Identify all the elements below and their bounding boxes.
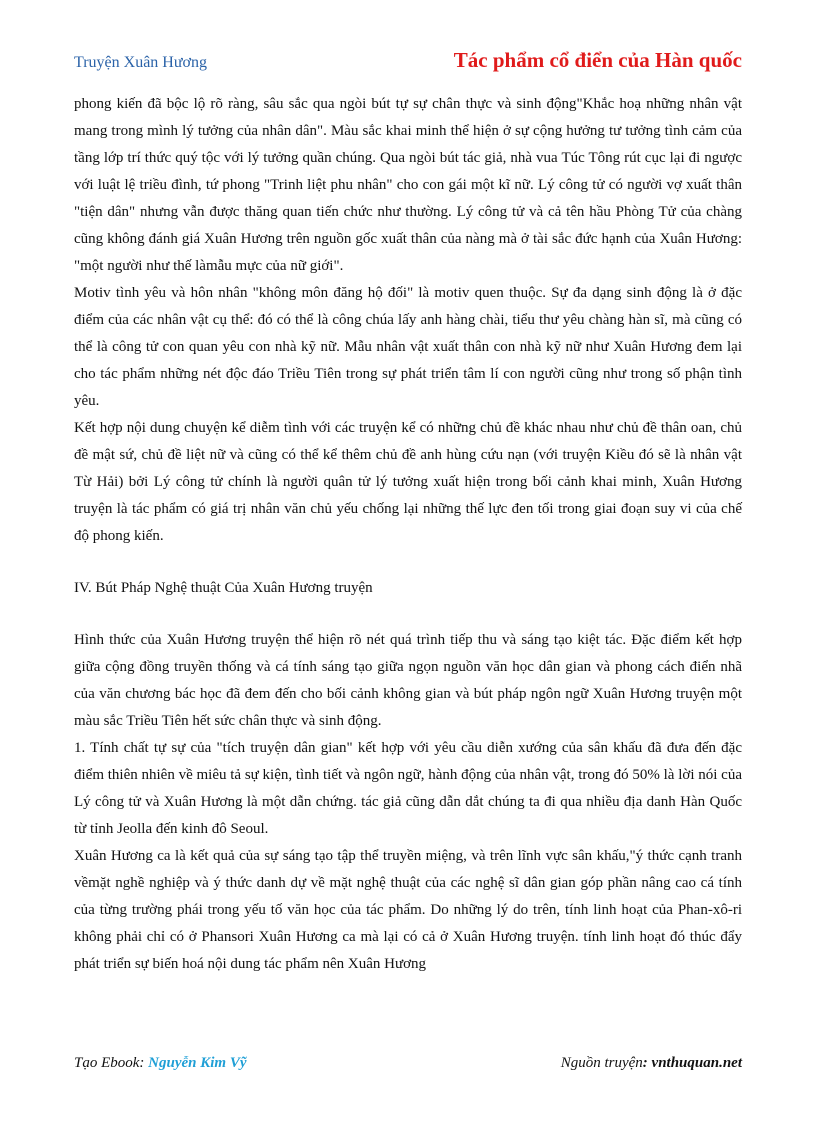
ebook-credit <box>74 1055 247 1072</box>
paragraph: Kết hợp nội dung chuyện kể diễm tình với các truyện kể có những chủ đề khác nhau như chủ đề thân oan, chủ đề mật sứ, chủ đề liệt nữ và cũng có thể kể thêm chủ đề anh hùng cứu nạn (với truyện Kiều đó sẽ là nhân vật Từ Hải) bởi Lý công tử chính là người quân tử lý tưởng xuất hiện trong bối cảnh khai minh, Xuân Hương truyện là tác phẩm có giá trị nhân văn chủ yếu chống lại những thế lực đen tối trong giai đoạn suy vi của chế độ phong kiến. <box>74 420 742 544</box>
page-content <box>74 91 742 978</box>
ebook-credit-separator: : <box>139 1055 149 1071</box>
paragraph: Motiv tình yêu và hôn nhân "không môn đăng hộ đối" là motiv quen thuộc. Sự đa dạng sinh động là ở đặc điểm của các nhân vật cụ thể: đó có thể là công chúa lấy anh hàng chài, tiểu thư yêu chàng hàn sĩ, mà cũng có thể là công tử con quan yêu con nhà kỹ nữ. Mẫu nhân vật xuất thân con nhà kỹ nữ như Xuân Hương đem lại cho tác phẩm những nét độc đáo Triều Tiên trong sự phát triển tâm lí con người cũng như trong số phận tình yêu. <box>74 285 742 409</box>
source-credit <box>561 1055 742 1072</box>
ebook-author: Nguyễn Kim Vỹ <box>148 1055 247 1071</box>
page-footer <box>74 1055 742 1077</box>
paragraph: 1. Tính chất tự sự của "tích truyện dân gian" kết hợp với yêu cầu diễn xướng của sân khấu đã đưa đến đặc điểm thiên nhiên về miêu tả sự kiện, tình tiết và ngôn ngữ, hành động của nhân vật, trong đó 50% là lời nói của Lý công tử và Xuân Hương là một dẫn chứng. tác giả cũng dẫn dắt chúng ta đi qua nhiều địa danh Hàn Quốc từ tỉnh Jeolla đến kinh đô Seoul. <box>74 740 742 837</box>
series-title: Tác phẩm cổ điển của Hàn quốc <box>453 48 742 72</box>
page-header <box>74 48 742 80</box>
source-credit-label: Nguồn truyện <box>560 1055 643 1071</box>
paragraph: Xuân Hương ca là kết quả của sự sáng tạo tập thể truyền miệng, và trên lĩnh vực sân khấu,"ý thức cạnh tranh vềmặt nghề nghiệp và ý thức danh dự về mặt nghệ thuật của các nghệ sĩ dân gian góp phần nâng cao cá tính của từng trường phái trong yếu tố văn học của tác phẩm. Do những lý do trên, tính linh hoạt của Phan-xô-ri không phải chỉ có ở Phansori Xuân Hương ca mà lại có cả ở Xuân Hương truyện. tính linh hoạt đó thúc đẩy phát triển sự biến hoá nội dung tác phẩm nên Xuân Hương <box>74 848 742 972</box>
source-separator: : <box>642 1055 652 1071</box>
book-title: Truyện Xuân Hương <box>74 54 207 71</box>
section-heading: IV. Bút Pháp Nghệ thuật Của Xuân Hương truyện <box>74 580 373 596</box>
paragraph: Hình thức của Xuân Hương truyện thể hiện rõ nét quá trình tiếp thu và sáng tạo kiệt tác. Đặc điểm kết hợp giữa cộng đồng truyền thống và cá tính sáng tạo giữa ngọn nguồn văn học dân gian và phong cách điển nhã của văn chương bác học đã đem đến cho bối cảnh không gian và bút pháp ngôn ngữ Xuân Hương truyện một màu sắc Triều Tiên hết sức chân thực và sinh động. <box>74 632 742 729</box>
source-site: vnthuquan.net <box>651 1055 742 1071</box>
paragraph: phong kiến đã bộc lộ rõ ràng, sâu sắc qua ngòi bút tự sự chân thực và sinh động"Khắc hoạ những nhân vật mang trong mình lý tưởng của nhân dân". Màu sắc khai minh thể hiện ở sự cộng hưởng tư tưởng tình cảm của tầng lớp trí thức quý tộc với lý tưởng quần chúng. Qua ngòi bút tác giả, nhà vua Túc Tông rút cục lại đi ngược với luật lệ triều đình, tứ phong "Trinh liệt phu nhân" cho con gái một kĩ nữ. Lý công tử có người vợ xuất thân "tiện dân" nhưng vẫn được thăng quan tiến chức như thường. Lý công tử và cả tên hầu Phòng Tử của chàng cũng không đánh giá Xuân Hương trên nguồn gốc xuất thân của nàng mà ở tài sắc đức hạnh của Xuân Hương: "một người như thế làmẫu mực của nữ giới". <box>74 96 742 274</box>
ebook-credit-label: Tạo Ebook <box>74 1055 140 1071</box>
